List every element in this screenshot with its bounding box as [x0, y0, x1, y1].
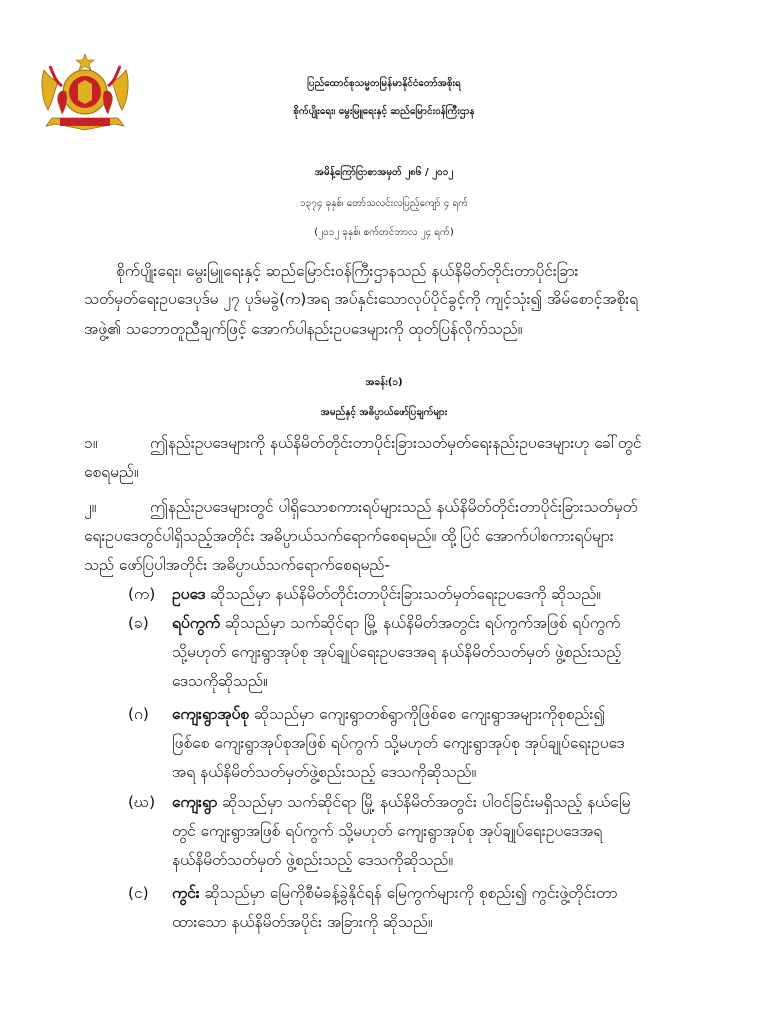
- definition-line: [172, 703, 605, 725]
- preamble-line-1: စိုက်ပျိုးရေး၊ မွေးမြူရေးနှင့် ဆည်မြောင်းဝန်ကြီးဌာနသည် နယ်နိမိတ်တိုင်းတာပိုင်းခြား: [116, 262, 579, 280]
- definition-text: ဆိုသည်မှာ မြေကိုစီမံခန့်ခွဲနိုင်ရန် မြေကွက်များကို စုစည်း၍ ကွင်းဖွဲ့တိုင်းတာ: [204, 884, 618, 902]
- preamble-line-2: သတ်မှတ်ရေးဥပဒေပုဒ်မ ၂၇ ပုဒ်မခွဲ(က)အရ အပ်နှင်းသောလုပ်ပိုင်ခွင့်ကို ကျင့်သုံး၍ အိမ်စောင့်အစိုးရ: [84, 290, 639, 308]
- section-2-line-3: သည် ဖော်ပြပါအတိုင်း အဓိပ္ပာယ်သက်ရောက်စေရမည်-: [84, 556, 390, 574]
- definition-term: ရပ်ကွက်: [172, 614, 221, 632]
- definition-text: ဖြစ်စေ ကျေးရွာအုပ်စုအဖြစ် ရပ်ကွက် သို့မဟုတ် ကျေးရွာအုပ်စု အုပ်ချုပ်ရေးဥပဒေ: [172, 734, 625, 752]
- definition-text: ဆိုသည်မှာ ကျေးရွာတစ်ရွာကိုဖြစ်စေ ကျေးရွာအများကိုစုစည်း၍: [253, 705, 606, 723]
- definition-term: ကျေးရွာ: [172, 793, 218, 811]
- definition-label: (ဃ): [128, 793, 156, 811]
- definition-text: ဆိုသည်မှာ သက်ဆိုင်ရာ မြို့ နယ်နိမိတ်အတွင်း ပါဝင်ခြင်းမရှိသည့် နယ်မြေ: [222, 793, 631, 811]
- western-date: (၂၀၁၂ ခုနှစ်၊ စက်တင်ဘာလ ၂၄ ရက်): [314, 227, 454, 238]
- chapter-number: အခန်း(၁): [365, 377, 403, 388]
- notification-number: အမိန့်ကြော်ငြာစာအမှတ် ၂၈၆ / ၂၀၁၂: [314, 167, 454, 178]
- section-2-line-1: ဤနည်းဥပဒေများတွင် ပါရှိသောစကားရပ်များသည် နယ်နိမိတ်တိုင်းတာပိုင်းခြားသတ်မှတ်: [150, 498, 638, 516]
- definition-term: ဥပဒေ: [172, 585, 206, 603]
- section-1-number: ၁။: [84, 434, 98, 452]
- definition-label: (ဂ): [128, 705, 149, 723]
- definition-line: [172, 791, 630, 813]
- definition-text: ဆိုသည်မှာ နယ်နိမိတ်တိုင်းတာပိုင်းခြားသတ်မှတ်ရေးဥပဒေကို ဆိုသည်။: [210, 585, 601, 603]
- definition-label: (င): [128, 884, 149, 902]
- section-2-line-2: ရေးဥပဒေတွင်ပါရှိသည့်အတိုင်း အဓိပ္ပာယ်သက်ရောက်စေရမည်။ ထို့ပြင် အောက်ပါစကားရပ်များ: [84, 527, 614, 545]
- definition-text: အရ နယ်နိမိတ်သတ်မှတ်ဖွဲ့စည်းသည့် ဒေသကိုဆိုသည်။: [172, 763, 477, 781]
- definition-text: ဒေသကိုဆိုသည်။: [172, 672, 268, 690]
- definition-text: တွင် ကျေးရွာအဖြစ် ရပ်ကွက် သို့မဟုတ် ကျေးရွာအုပ်စု အုပ်ချုပ်ရေးဥပဒေအရ: [172, 822, 603, 840]
- definition-text: သို့မဟုတ် ကျေးရွာအုပ်စု အုပ်ချုပ်ရေးဥပဒေအရ နယ်နိမိတ်သတ်မှတ် ဖွဲ့စည်းသည့်: [172, 643, 622, 661]
- definition-label: (ခ): [128, 614, 149, 632]
- definition-line: [172, 882, 617, 904]
- definition-term: ကွင်း: [172, 884, 200, 902]
- definition-line: [172, 583, 601, 605]
- ministry-title: စိုက်ပျိုးရေး၊ မွေးမြူရေးနှင့် ဆည်မြောင်းဝန်ကြီးဌာန: [293, 106, 475, 117]
- definition-label: (က): [128, 585, 156, 603]
- section-1-line-1: ဤနည်းဥပဒေများကို နယ်နိမိတ်တိုင်းတာပိုင်းခြားသတ်မှတ်ရေးနည်းဥပဒေများဟု ခေါ်တွင်: [150, 434, 642, 452]
- government-title: ပြည်ထောင်စုသမ္မတမြန်မာနိုင်ငံတော်အစိုးရ: [307, 78, 461, 89]
- section-2-number: ၂။: [84, 498, 97, 516]
- chapter-title: အမည်နှင့် အဓိပ္ပာယ်ဖော်ပြချက်များ: [320, 407, 448, 418]
- definition-text: ထားသော နယ်နိမိတ်အပိုင်း အခြားကို ဆိုသည်။: [172, 913, 433, 931]
- section-1-line-2: စေရမည်။: [84, 463, 139, 481]
- definition-term: ကျေးရွာအုပ်စု: [172, 705, 250, 723]
- preamble-line-3: အဖွဲ့၏ သဘောတူညီချက်ဖြင့် အောက်ပါနည်းဥပဒေများကို ထုတ်ပြန်လိုက်သည်။: [84, 320, 523, 338]
- myanmar-date: ၁၃၇၄ ခုနှစ်၊ တော်သလင်းလပြည့်ကျော် ၄ ရက်: [299, 198, 469, 209]
- definition-text: နယ်နိမိတ်သတ်မှတ် ဖွဲ့စည်းသည့် ဒေသကိုဆိုသည်။: [172, 851, 454, 869]
- definition-line: [172, 612, 620, 634]
- definition-text: ဆိုသည်မှာ သက်ဆိုင်ရာ မြို့ နယ်နိမိတ်အတွင်း ရပ်ကွက်အဖြစ် ရပ်ကွက်: [225, 614, 621, 632]
